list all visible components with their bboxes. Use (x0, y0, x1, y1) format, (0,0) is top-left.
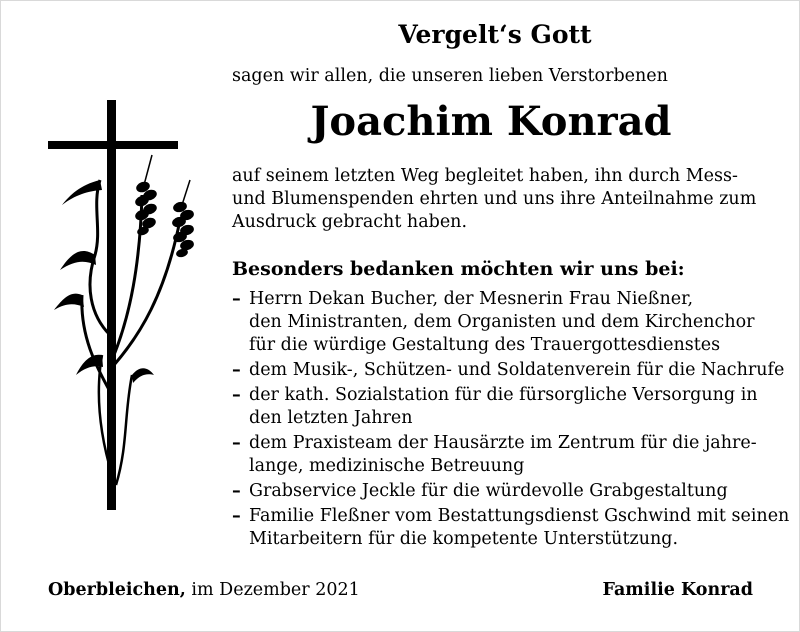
deceased-name: Joachim Konrad (310, 98, 672, 145)
heading: Vergelt‘s Gott (398, 20, 592, 49)
list-item-line: – dem Praxisteam der Hausärzte im Zentrum für die jahre- (249, 433, 757, 453)
list-item (232, 384, 792, 430)
list-item-line: für die würdige Gestaltung des Trauergottesdienstes (249, 335, 721, 355)
list-item-line: – Grabservice Jeckle für die würdevolle Grabgestaltung (249, 481, 728, 501)
list-item-line: – Herrn Dekan Bucher, der Mesnerin Frau Nießner, (249, 289, 694, 309)
list-item (232, 480, 792, 503)
list-item-line: Mitarbeitern für die kompetente Unterstützung. (249, 529, 679, 549)
list-item (232, 505, 792, 551)
paragraph-line: und Blumenspenden ehrten und uns ihre Anteilnahme zum (232, 189, 757, 209)
paragraph-line: Ausdruck gebracht haben. (232, 212, 468, 232)
footer-signature: Familie Konrad (602, 580, 753, 600)
thanks-heading: Besonders bedanken möchten wir uns bei: (232, 258, 685, 280)
thanks-list (232, 288, 792, 553)
paragraph-line: auf seinem letzten Weg begleitet haben, ihn durch Mess- (232, 166, 738, 186)
list-item (232, 359, 792, 382)
list-item-line: – dem Musik-, Schützen- und Soldatenverein für die Nachrufe (249, 360, 785, 380)
intro-text: sagen wir allen, die unseren lieben Verstorbenen (232, 66, 668, 86)
list-item (232, 432, 792, 478)
list-item-line: lange, medizinische Betreuung (249, 456, 525, 476)
list-item-line: – der kath. Sozialstation für die fürsorgliche Versorgung in (249, 385, 758, 405)
list-item (232, 288, 792, 357)
cross-with-wheat-icon (40, 95, 210, 515)
thanks-paragraph (232, 165, 777, 234)
footer-date: im Dezember 2021 (191, 580, 360, 600)
list-item-line: den Ministranten, dem Organisten und dem Kirchenchor (249, 312, 755, 332)
list-item-line: – Familie Fleßner vom Bestattungsdienst Gschwind mit seinen (249, 506, 790, 526)
footer-place: Oberbleichen, (48, 580, 186, 600)
list-item-line: den letzten Jahren (249, 408, 413, 428)
footer-place-date (48, 580, 360, 600)
